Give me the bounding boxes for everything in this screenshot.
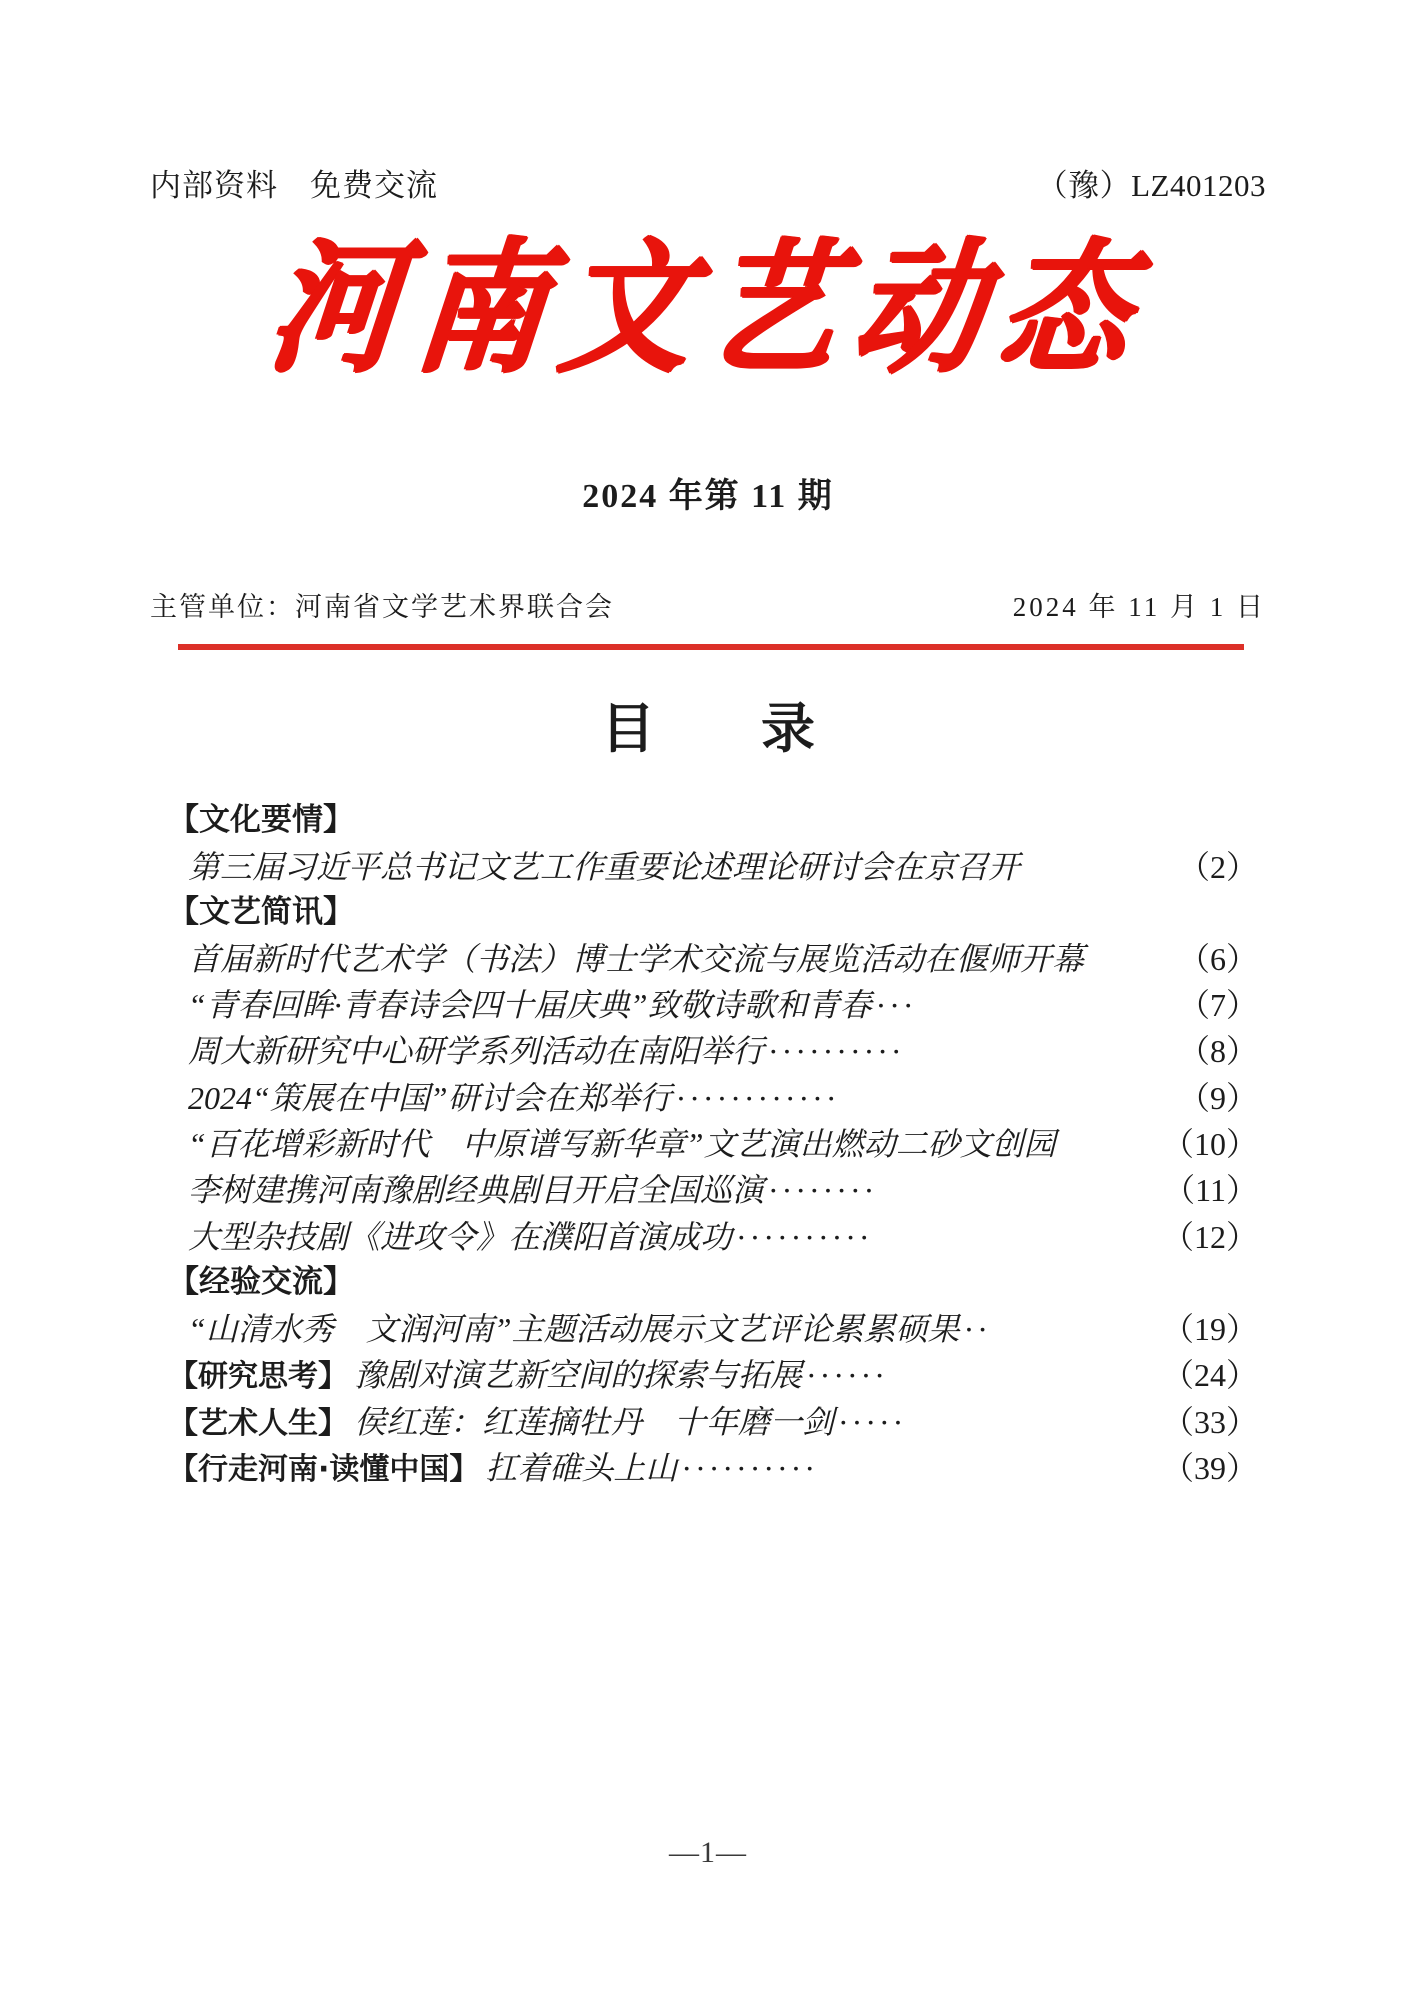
registration-number: （豫）LZ401203 [1036,168,1266,203]
toc-dot-leader: ·········· [681,1450,818,1487]
toc-dot-leader: ····· [838,1403,907,1440]
toc-entry-page: （2） [1177,848,1258,885]
publication-meta-row [150,585,1266,624]
toc-section-heading: 【文化要情】 [168,802,354,838]
toc-entry-title: “山清水秀 文润河南”主题活动展示文艺评论累累硕果 [188,1310,960,1347]
toc-entry-tag: 【艺术人生】 [168,1405,348,1441]
toc-entry-tag: 【行走河南·读懂中国】 [168,1452,480,1488]
toc-entry-title: 侯红莲：红莲摘牡丹 十年磨一剑 [354,1403,835,1440]
toc-entry-page: （6） [1177,940,1258,977]
toc-entry-page: （33） [1161,1403,1258,1440]
toc-dot-leader: ······ [806,1357,888,1394]
toc-entry-title: 豫剧对演艺新空间的探索与拓展 [354,1357,803,1394]
toc-entry-page: （39） [1161,1450,1258,1487]
page-title: 目 录 [601,699,841,759]
toc-entry-title: 周大新研究中心研学系列活动在南阳举行 [188,1033,765,1070]
toc-section-heading: 【文艺简讯】 [168,893,354,930]
toc-dot-leader: ·········· [736,1218,873,1255]
toc-entry-title: 第三届习近平总书记文艺工作重要论述理论研讨会在京召开 [188,848,1021,885]
masthead-top-line [150,160,1266,205]
toc-entry[interactable] [168,1399,1258,1446]
toc-dot-leader: ············ [675,1079,840,1116]
red-divider-rule [178,644,1244,650]
toc-entry-page: （8） [1177,1033,1258,1070]
toc-entry-page: （12） [1161,1218,1258,1255]
supervising-unit: 主管单位：河南省文学艺术界联合会 [150,592,614,622]
toc-entry-page: （7） [1177,986,1258,1023]
toc-entry-title: “百花增彩新时代 中原谱写新华章”文艺演出燃动二砂文创园 [188,1126,1056,1163]
toc-dot-leader: ········ [768,1172,878,1209]
toc-entry-page: （9） [1177,1079,1258,1116]
toc-entry-page: （19） [1161,1310,1258,1347]
toc-dot-leader: ··· [875,986,917,1023]
toc-entry-page: （11） [1163,1172,1258,1209]
publication-title: 河南文艺动态 [261,223,1155,392]
internal-distribution-note: 内部资料 免费交流 [150,168,438,203]
toc-entry-title: “青春回眸·青春诗会四十届庆典”致敬诗歌和青春 [188,986,872,1023]
toc-entry[interactable] [168,982,1258,1028]
toc-entry[interactable] [168,936,1258,982]
toc-entry[interactable] [168,1075,1258,1121]
toc-entry[interactable] [168,844,1258,890]
toc-section-heading: 【经验交流】 [168,1264,354,1301]
toc-entry[interactable] [168,1445,1258,1492]
toc-entry[interactable] [168,1121,1258,1167]
publication-date: 2024 年 11 月 1 日 [1012,592,1266,622]
toc-entry[interactable] [168,1167,1258,1213]
toc-entry[interactable] [168,1352,1258,1399]
masthead-logo [0,223,1416,392]
toc-entry-title: 李树建携河南豫剧经典剧目开启全国巡演 [188,1172,765,1209]
toc-entry-title: 扛着碓头上山 [485,1450,678,1487]
toc-entry-title: 2024“策展在中国”研讨会在郑举行 [188,1079,672,1116]
toc-entry-title: 首届新时代艺术学（书法）博士学术交流与展览活动在偃师开幕 [188,940,1085,977]
toc-dot-leader: ·········· [768,1033,905,1070]
toc-entry-title: 大型杂技剧《进攻令》在濮阳首演成功 [188,1218,733,1255]
toc-entry[interactable] [168,1306,1258,1352]
toc-entry-page: （10） [1161,1126,1258,1163]
toc-entry-page: （24） [1161,1357,1258,1394]
toc-entry[interactable] [168,1214,1258,1260]
table-of-contents [168,798,1258,1492]
page-number-footer: —1— [669,1836,747,1869]
toc-dot-leader: ·· [963,1310,991,1347]
issue-number: 2024 年第 11 期 [582,478,834,515]
toc-entry[interactable] [168,1028,1258,1074]
toc-entry-tag: 【研究思考】 [168,1359,348,1395]
